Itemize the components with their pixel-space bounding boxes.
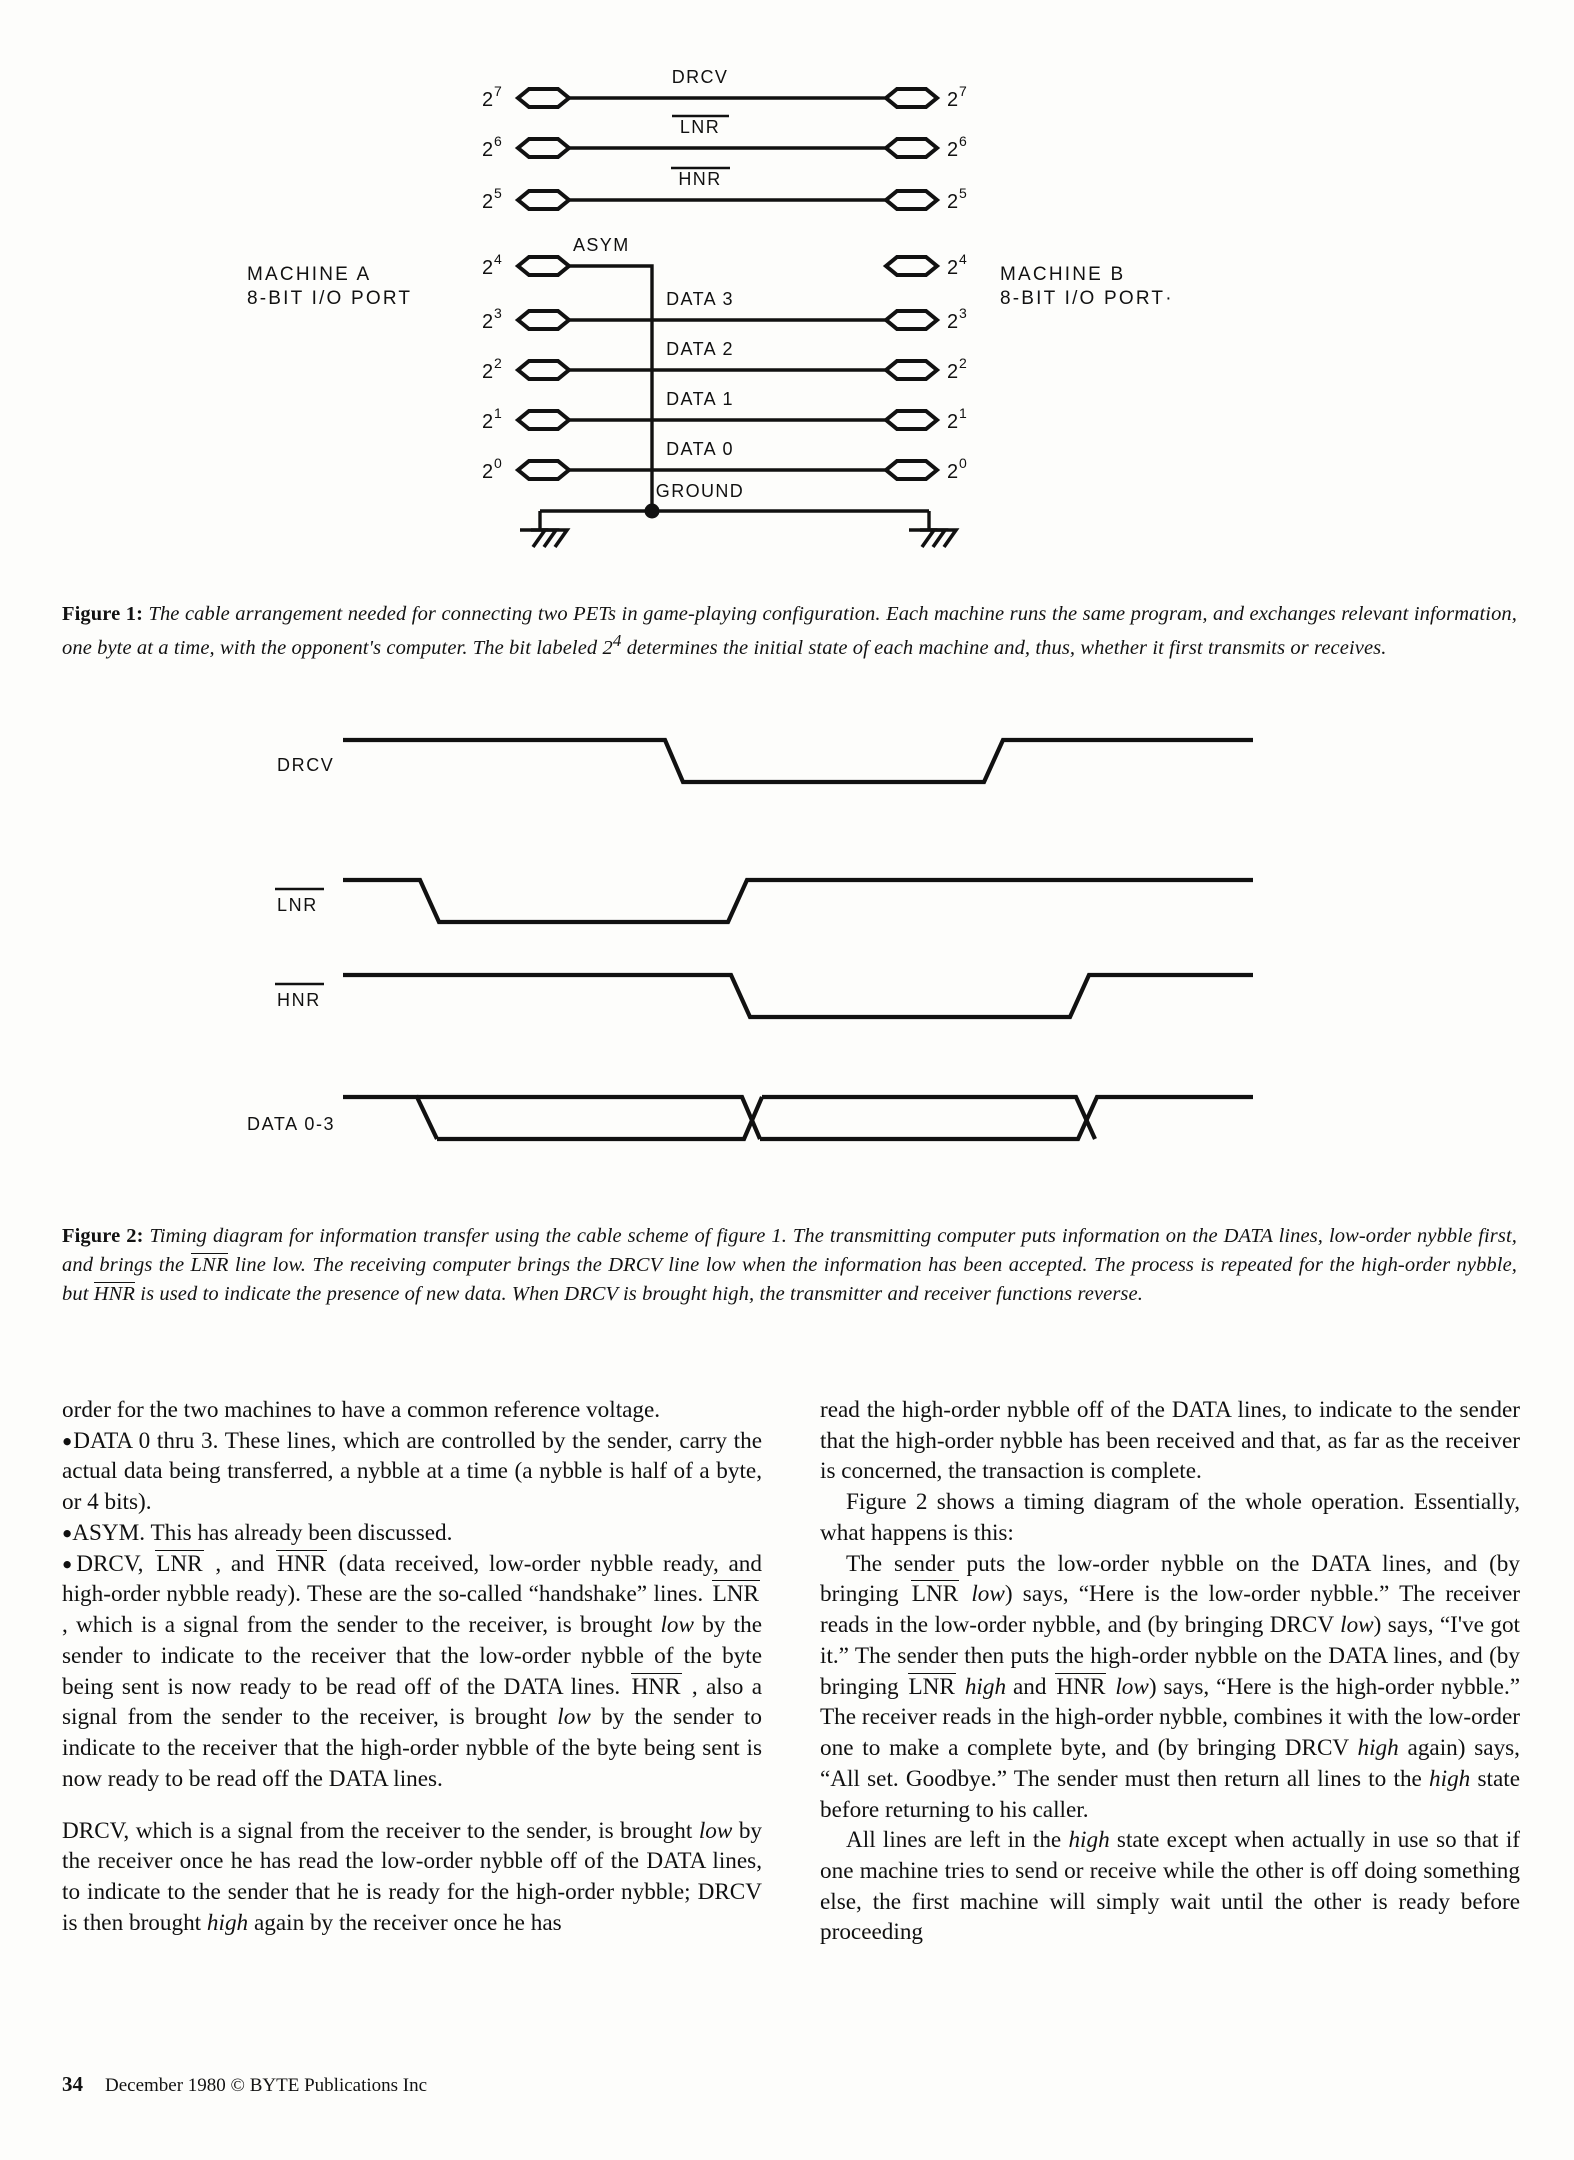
seq-italic-high-1: high [964,1673,1007,1700]
figure-1-caption-part2: determines the initial state of each machine and, thus, whether it first transmits or receives. [621,636,1387,659]
signal-label-data3: DATA 3 [666,289,734,309]
figure1-row-data3 [482,289,967,333]
figure-2-caption-seg3: is used to indicate the presence of new data. When DRCV is brought high, the transmitter and receiver functions reverse. [135,1283,1143,1306]
signal-label-data2: DATA 2 [666,339,734,359]
bit-label-base-0: 2 [482,461,494,483]
seq-seg-d: ) says, “I've got it.” The sender then puts the high-order nybble on the DATA lines, and (by bringing [820,1612,1520,1700]
bullet-asym [62,1518,762,1549]
waveform-label-drcv: DRCV [277,755,335,775]
drcv-seg-a: DRCV, which is a signal from the receiver to the sender, is brought [62,1817,699,1844]
bullet-data-text: DATA 0 thru 3. These lines, which are controlled by the sender, carry the actual data being transferred, a nybble at a time (a nybble is half of a byte, or 4 bits). [62,1427,762,1516]
paragraph-drcv-desc [62,1816,762,1939]
bit-label-exp-1b: 1 [959,405,967,421]
figure1-row-hnr [482,168,967,213]
machine-b-label-line1: MACHINE B [1000,264,1126,285]
bit-label-base-5b: 2 [947,191,959,213]
bit-label-exp-3b: 3 [959,305,967,321]
alllines-italic-high: high [1068,1827,1110,1854]
bit-label-base-0b: 2 [947,461,959,483]
paragraph-sender-sequence [820,1549,1520,1826]
seq-seg-h: ) says, “Here is the high-order nybble.” The receiver reads in the high-order nybble, combines it with the low-order one to make a complete byte, and (by bringing DRCV [820,1673,1521,1762]
article-body [62,1395,1520,1948]
figure-1-caption-superscript: 4 [612,631,622,651]
handshake-italic-low-2: low [557,1704,591,1731]
paragraph-read-high-order: read the high-order nybble off of the DATA lines, to indicate to the sender that the high-order nybble has been received and that, as far as the receiver is concerned, the transaction is complete. [820,1397,1520,1485]
seq-seg-c: ) says, “Here is the low-order nybble.” The receiver reads in the low-order nybble, and (by bringing DRCV [820,1581,1520,1639]
seq-seg-a: The sender puts the low-order nybble on the DATA lines, and (by bringing [820,1550,1520,1608]
machine-a-label-line2: 8-BIT I/O PORT [247,288,413,309]
seq-italic-high-2: high [1357,1735,1399,1762]
ground-symbol-right [909,530,956,547]
paragraph-order-voltage: order for the two machines to have a common reference voltage. [62,1397,661,1423]
bit-label-base-7b: 2 [947,89,959,111]
bit-label-base-2: 2 [482,361,494,383]
body-column-left [62,1395,762,1948]
waveform-label-lnr: LNR [277,895,318,915]
figure-1-caption-part1: The cable arrangement needed for connecting two PETs in game-playing configuration. Each machine runs the same program, and exchanges relevant information, one byte at a time, with the opponent's computer. The bit labeled 2 [62,603,1517,659]
seq-seg-j: state before returning to his caller. [820,1765,1520,1823]
bit-label-exp-5b: 5 [959,185,967,201]
seq-seg-i: again) says, “All set. Goodbye.” The sender must then return all lines to the [820,1735,1520,1792]
bit-label-base-6: 2 [482,139,494,161]
waveform-label-hnr: HNR [277,990,321,1010]
bit-label-exp-6: 6 [494,133,502,149]
signal-label-asym: ASYM [573,235,630,255]
bit-label-base-2b: 2 [947,361,959,383]
signal-label-data0: DATA 0 [666,439,734,459]
figure-2-caption-seg1: Timing diagram for information transfer using the cable scheme of figure 1. The transmitting computer puts information on the DATA lines, low-order nybble first, and brings the [62,1225,1517,1277]
handshake-seg-f: , also a signal from the sender to the receiver, is brought [62,1673,762,1731]
bit-label-base-1b: 2 [947,411,959,433]
bit-label-exp-5: 5 [494,185,502,201]
figure1-ground-bus [520,481,956,547]
bit-label-exp-3: 3 [494,305,502,321]
handshake-seg-e: by the sender to indicate to the receiver that the low-order nybble of the byte being sent is now ready to be read off of the DATA lines. [62,1612,762,1700]
handshake-seg-c: (data received, low-order nybble ready, and high-order nybble ready). These are the so-called “handshake” lines. [62,1550,762,1608]
figure-1-svg [0,60,1574,580]
bullet-asym-text: ASYM. This has already been discussed. [72,1519,453,1546]
figure-2-caption-overbar-lnr: LNR [190,1254,229,1277]
bullet-marker-handshake: ● [62,1554,77,1574]
seq-italic-low-1: low [971,1581,1005,1608]
bit-label-exp-4b: 4 [959,251,967,267]
handshake-overbar-lnr-1: LNR [156,1550,203,1577]
alllines-seg-a: All lines are left in the [846,1827,1069,1854]
bit-label-exp-6b: 6 [959,133,967,149]
figure1-row-data2 [482,339,967,383]
drcv-seg-b: by the receiver once he has read the low-order nybble off of the DATA lines, to indicate to the sender that he is ready for the high-order nybble; DRCV is then brought [62,1817,763,1936]
bit-label-base-4b: 2 [947,257,959,279]
bullet-marker-data: ● [62,1431,74,1451]
page-footer [62,2072,427,2097]
handshake-overbar-lnr-2: LNR [712,1581,759,1608]
body-column-right [820,1395,1520,1948]
seq-seg-f: and [1006,1673,1054,1700]
figure1-row-drcv [482,67,967,111]
handshake-overbar-hnr-1: HNR [277,1550,327,1577]
seq-overbar-lnr-1: LNR [911,1581,959,1608]
bit-label-exp-7b: 7 [959,83,967,99]
waveform-drcv [277,740,1253,782]
seq-overbar-hnr: HNR [1056,1673,1106,1700]
figure-2-caption [62,1222,1517,1309]
bit-label-exp-2b: 2 [959,355,967,371]
seq-seg-e [958,1674,965,1700]
signal-label-lnr: LNR [679,117,721,137]
bit-label-exp-0b: 0 [959,455,967,471]
bit-label-exp-2: 2 [494,355,502,371]
figure-1-label: Figure 1: [62,603,144,625]
machine-b-label-line2: 8-BIT I/O PORT· [1000,288,1174,309]
paragraph-all-lines-high [820,1825,1520,1948]
figure-2-label: Figure 2: [62,1225,144,1247]
figure-1-cable-diagram [0,60,1574,580]
page-number: 34 [62,2072,83,2096]
drcv-italic-low: low [698,1817,733,1844]
drcv-seg-c: again by the receiver once he has [248,1909,562,1936]
bullet-data-lines [62,1426,762,1518]
bit-label-exp-1: 1 [494,405,502,421]
handshake-seg-b: , and [205,1550,275,1577]
bit-label-base-3b: 2 [947,311,959,333]
bit-label-base-3: 2 [482,311,494,333]
figure-2-timing-diagram [0,690,1574,1200]
handshake-seg-a: DRCV, [76,1550,154,1577]
bit-label-exp-0: 0 [494,455,502,471]
figure1-row-lnr [482,116,967,161]
waveform-label-data: DATA 0-3 [247,1114,336,1134]
figure-2-caption-seg2: line low. The receiving computer brings the DRCV line low when the information has been accepted. The process is repeated for the high-order nybble, but [62,1254,1517,1306]
waveform-hnr [275,975,1253,1017]
asym-to-ground-wire [569,266,652,511]
handshake-seg-d: , which is a signal from the sender to the receiver, is brought [62,1612,661,1639]
bit-label-exp-4: 4 [494,251,502,267]
signal-label-data1: DATA 1 [666,389,734,409]
paragraph-figure2-intro: Figure 2 shows a timing diagram of the whole operation. Essentially, what happens is this: [820,1489,1520,1546]
bit-label-base-1: 2 [482,411,494,433]
footer-imprint: December 1980 © BYTE Publications Inc [105,2075,428,2096]
seq-overbar-lnr-2: LNR [908,1673,955,1700]
bit-label-base-6b: 2 [947,139,959,161]
bit-label-exp-7: 7 [494,83,502,99]
figure-2-caption-overbar-hnr: HNR [93,1283,136,1306]
machine-a-label-line1: MACHINE A [247,264,372,285]
seq-italic-low-2: low [1340,1612,1374,1639]
signal-label-ground: GROUND [655,481,745,501]
bullet-handshake [62,1549,762,1795]
alllines-seg-b: state except when actually in use so that if one machine tries to send or receive while the other is off doing something else, the first machine will simply wait until the other is ready before proceeding [820,1827,1520,1946]
bit-label-base-5: 2 [482,191,494,213]
ground-symbol-left [520,530,567,547]
ground-junction-dot [645,504,660,519]
signal-label-hnr: HNR [678,169,722,189]
figure-2-svg [0,690,1574,1200]
bit-label-base-7: 2 [482,89,494,111]
handshake-overbar-hnr-2: HNR [631,1673,681,1700]
figure-1-caption [62,600,1517,663]
drcv-italic-high: high [206,1909,249,1936]
waveform-lnr [275,880,1253,922]
figure1-row-data0 [482,439,967,483]
seq-italic-high-3: high [1429,1765,1471,1792]
bit-label-base-4: 2 [482,257,494,279]
seq-italic-low-3: low [1115,1673,1149,1700]
seq-seg-b [961,1581,971,1607]
handshake-seg-g: by the sender to indicate to the receiver that the high-order nybble of the byte being sent is now ready to be read off the DATA lines. [62,1704,762,1792]
signal-label-drcv: DRCV [671,67,729,87]
figure1-row-data1 [482,389,967,433]
waveform-data-bus [247,1097,1253,1139]
handshake-italic-low-1: low [660,1612,694,1639]
bullet-marker-asym: ● [62,1523,73,1543]
